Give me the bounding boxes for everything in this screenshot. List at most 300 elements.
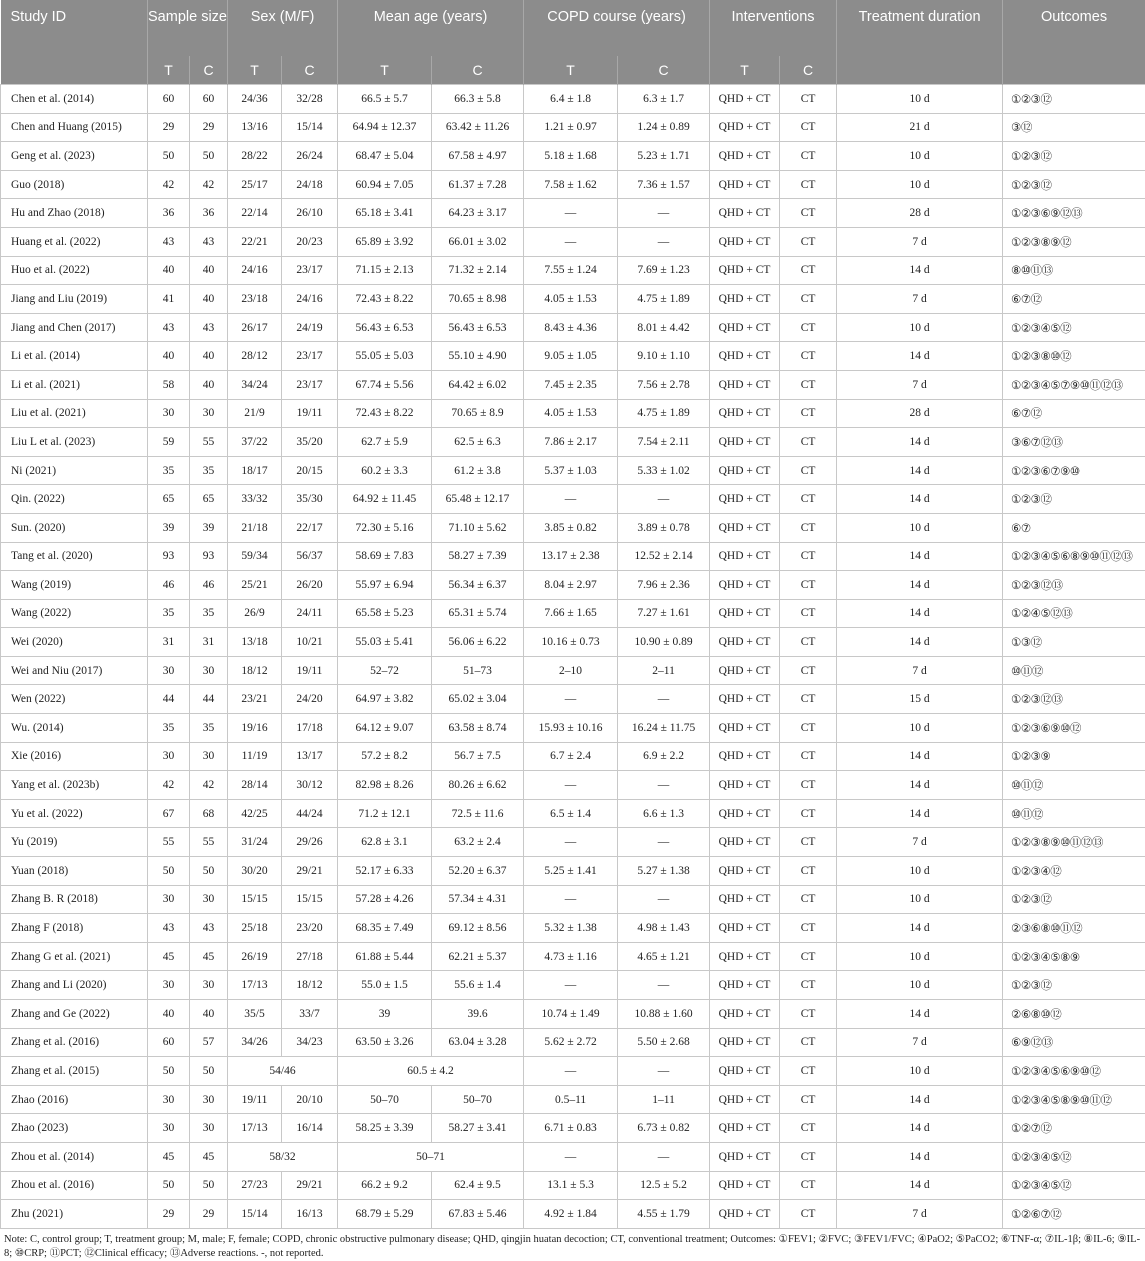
cell-sex-t: 18/17 (228, 456, 282, 485)
cell-intervention-c: CT (780, 771, 837, 800)
cell-intervention-t: QHD + CT (710, 971, 780, 1000)
cell-intervention-t: QHD + CT (710, 113, 780, 142)
cell-sex-c: 19/11 (282, 656, 338, 685)
cell-study-id: Zhang and Li (2020) (1, 971, 148, 1000)
cell-outcomes: ⑥⑨⑫⑬ (1003, 1028, 1145, 1057)
cell-intervention-t: QHD + CT (710, 399, 780, 428)
table-row (1, 771, 1145, 800)
header-outcomes: Outcomes (1003, 0, 1145, 56)
cell-sample-t: 43 (148, 914, 190, 943)
cell-course-c: — (618, 971, 710, 1000)
cell-age-t: 62.7 ± 5.9 (338, 428, 432, 457)
cell-age-t: 67.74 ± 5.56 (338, 370, 432, 399)
cell-age-c: 66.3 ± 5.8 (432, 85, 524, 114)
cell-sex-t: 26/17 (228, 313, 282, 342)
cell-intervention-c: CT (780, 857, 837, 886)
subheader-blank (1, 56, 148, 85)
cell-intervention-c: CT (780, 142, 837, 171)
cell-course-c: 1–11 (618, 1085, 710, 1114)
cell-sample-c: 68 (190, 799, 228, 828)
cell-sample-t: 29 (148, 113, 190, 142)
cell-age-c: 56.06 ± 6.22 (432, 628, 524, 657)
cell-intervention-t: QHD + CT (710, 571, 780, 600)
cell-course-t: — (524, 771, 618, 800)
cell-course-c: 9.10 ± 1.10 (618, 342, 710, 371)
cell-sample-c: 39 (190, 513, 228, 542)
cell-sex-t: 31/24 (228, 828, 282, 857)
cell-sex-c: 34/23 (282, 1028, 338, 1057)
cell-sample-t: 45 (148, 1142, 190, 1171)
cell-study-id: Jiang and Liu (2019) (1, 285, 148, 314)
cell-course-t: — (524, 1057, 618, 1086)
cell-outcomes: ⑩⑪⑫ (1003, 771, 1145, 800)
cell-outcomes: ⑥⑦⑫ (1003, 399, 1145, 428)
cell-duration: 14 d (837, 1000, 1003, 1029)
cell-sex-c: 23/17 (282, 342, 338, 371)
cell-sample-c: 50 (190, 142, 228, 171)
cell-sex-c: 26/24 (282, 142, 338, 171)
cell-age-t: 68.79 ± 5.29 (338, 1200, 432, 1229)
cell-sample-c: 31 (190, 628, 228, 657)
cell-sample-t: 30 (148, 1114, 190, 1143)
cell-course-c: 2–11 (618, 656, 710, 685)
cell-course-t: 8.04 ± 2.97 (524, 571, 618, 600)
cell-course-c: — (618, 199, 710, 228)
cell-outcomes: ①②③④⑤⑧⑨ (1003, 942, 1145, 971)
cell-course-c: 10.90 ± 0.89 (618, 628, 710, 657)
cell-study-id: Wei and Niu (2017) (1, 656, 148, 685)
cell-intervention-t: QHD + CT (710, 914, 780, 943)
cell-intervention-c: CT (780, 542, 837, 571)
cell-sample-t: 43 (148, 227, 190, 256)
cell-study-id: Yu et al. (2022) (1, 799, 148, 828)
cell-course-c: — (618, 828, 710, 857)
subheader-c: C (282, 56, 338, 85)
cell-course-t: 6.4 ± 1.8 (524, 85, 618, 114)
cell-intervention-t: QHD + CT (710, 828, 780, 857)
cell-duration: 10 d (837, 142, 1003, 171)
cell-outcomes: ⑩⑪⑫ (1003, 799, 1145, 828)
cell-sex-c: 24/18 (282, 170, 338, 199)
table-row (1, 142, 1145, 171)
cell-age-c: 80.26 ± 6.62 (432, 771, 524, 800)
cell-course-c: 12.52 ± 2.14 (618, 542, 710, 571)
cell-age-c: 72.5 ± 11.6 (432, 799, 524, 828)
cell-course-t: 7.66 ± 1.65 (524, 599, 618, 628)
cell-duration: 10 d (837, 313, 1003, 342)
cell-course-c: 7.56 ± 2.78 (618, 370, 710, 399)
cell-sex-t: 54/46 (228, 1057, 338, 1086)
cell-intervention-t: QHD + CT (710, 714, 780, 743)
subheader-c: C (618, 56, 710, 85)
cell-sex-t: 28/22 (228, 142, 282, 171)
cell-sex-t: 25/21 (228, 571, 282, 600)
cell-age-t: 71.2 ± 12.1 (338, 799, 432, 828)
table-row (1, 485, 1145, 514)
table-row (1, 285, 1145, 314)
cell-age-t: 39 (338, 1000, 432, 1029)
cell-study-id: Wen (2022) (1, 685, 148, 714)
cell-sample-t: 65 (148, 485, 190, 514)
cell-age-c: 71.32 ± 2.14 (432, 256, 524, 285)
cell-age-t: 52.17 ± 6.33 (338, 857, 432, 886)
cell-course-t: 3.85 ± 0.82 (524, 513, 618, 542)
cell-outcomes: ①②③⑨ (1003, 742, 1145, 771)
cell-intervention-c: CT (780, 85, 837, 114)
cell-sex-t: 28/12 (228, 342, 282, 371)
cell-course-t: 2–10 (524, 656, 618, 685)
cell-age-c: 62.5 ± 6.3 (432, 428, 524, 457)
cell-sample-c: 46 (190, 571, 228, 600)
cell-sex-c: 15/14 (282, 113, 338, 142)
cell-age-t: 56.43 ± 6.53 (338, 313, 432, 342)
cell-sex-c: 24/20 (282, 685, 338, 714)
cell-study-id: Zhang B. R (2018) (1, 885, 148, 914)
cell-duration: 10 d (837, 942, 1003, 971)
cell-outcomes: ①②③⑫⑬ (1003, 571, 1145, 600)
cell-sample-t: 29 (148, 1200, 190, 1229)
cell-sex-c: 23/17 (282, 256, 338, 285)
cell-sex-c: 29/21 (282, 1171, 338, 1200)
cell-age-c: 65.31 ± 5.74 (432, 599, 524, 628)
cell-intervention-t: QHD + CT (710, 685, 780, 714)
cell-age-c: 63.42 ± 11.26 (432, 113, 524, 142)
cell-sample-c: 36 (190, 199, 228, 228)
table-row (1, 1000, 1145, 1029)
cell-course-t: 15.93 ± 10.16 (524, 714, 618, 743)
cell-age-t: 68.35 ± 7.49 (338, 914, 432, 943)
cell-duration: 7 d (837, 1200, 1003, 1229)
cell-course-c: 5.33 ± 1.02 (618, 456, 710, 485)
cell-course-t: 10.16 ± 0.73 (524, 628, 618, 657)
cell-sex-t: 26/19 (228, 942, 282, 971)
cell-course-t: 5.32 ± 1.38 (524, 914, 618, 943)
cell-outcomes: ①②⑦⑫ (1003, 1114, 1145, 1143)
cell-sex-t: 26/9 (228, 599, 282, 628)
cell-age-t: 64.12 ± 9.07 (338, 714, 432, 743)
cell-sex-t: 11/19 (228, 742, 282, 771)
cell-age-c: 64.42 ± 6.02 (432, 370, 524, 399)
cell-course-c: 4.55 ± 1.79 (618, 1200, 710, 1229)
cell-study-id: Geng et al. (2023) (1, 142, 148, 171)
cell-sex-t: 17/13 (228, 971, 282, 1000)
cell-intervention-t: QHD + CT (710, 1057, 780, 1086)
cell-age-t: 65.58 ± 5.23 (338, 599, 432, 628)
cell-age-t: 57.28 ± 4.26 (338, 885, 432, 914)
cell-intervention-c: CT (780, 914, 837, 943)
table-row (1, 1142, 1145, 1171)
cell-sample-c: 65 (190, 485, 228, 514)
cell-sample-c: 35 (190, 714, 228, 743)
cell-course-t: — (524, 685, 618, 714)
cell-intervention-t: QHD + CT (710, 885, 780, 914)
table-row (1, 685, 1145, 714)
cell-study-id: Zhang G et al. (2021) (1, 942, 148, 971)
cell-sample-t: 35 (148, 456, 190, 485)
cell-intervention-c: CT (780, 113, 837, 142)
cell-age-t: 52–72 (338, 656, 432, 685)
cell-outcomes: ①②③④⑤⑫ (1003, 1142, 1145, 1171)
cell-intervention-t: QHD + CT (710, 370, 780, 399)
cell-sample-t: 42 (148, 170, 190, 199)
cell-sex-t: 58/32 (228, 1142, 338, 1171)
header-interventions: Interventions (710, 0, 837, 56)
cell-sample-t: 30 (148, 742, 190, 771)
cell-study-id: Liu et al. (2021) (1, 399, 148, 428)
cell-duration: 14 d (837, 628, 1003, 657)
cell-age-t: 55.97 ± 6.94 (338, 571, 432, 600)
cell-age-c: 70.65 ± 8.9 (432, 399, 524, 428)
cell-sex-t: 30/20 (228, 857, 282, 886)
cell-sex-c: 20/15 (282, 456, 338, 485)
cell-course-t: 7.55 ± 1.24 (524, 256, 618, 285)
cell-sample-c: 44 (190, 685, 228, 714)
cell-course-c: 7.69 ± 1.23 (618, 256, 710, 285)
cell-sex-c: 22/17 (282, 513, 338, 542)
cell-intervention-c: CT (780, 199, 837, 228)
cell-sex-t: 42/25 (228, 799, 282, 828)
cell-intervention-c: CT (780, 399, 837, 428)
cell-intervention-t: QHD + CT (710, 1028, 780, 1057)
cell-age-t: 55.05 ± 5.03 (338, 342, 432, 371)
cell-intervention-c: CT (780, 1142, 837, 1171)
cell-sample-c: 30 (190, 1085, 228, 1114)
cell-study-id: Ni (2021) (1, 456, 148, 485)
table-row (1, 1200, 1145, 1229)
cell-sample-c: 42 (190, 170, 228, 199)
cell-age-c: 50–70 (432, 1085, 524, 1114)
table-body (1, 85, 1145, 1229)
cell-outcomes: ①②③⑫ (1003, 885, 1145, 914)
cell-sex-c: 23/20 (282, 914, 338, 943)
cell-study-id: Wu. (2014) (1, 714, 148, 743)
cell-intervention-t: QHD + CT (710, 428, 780, 457)
cell-age-c: 56.34 ± 6.37 (432, 571, 524, 600)
cell-outcomes: ①②③⑫ (1003, 85, 1145, 114)
cell-intervention-t: QHD + CT (710, 1000, 780, 1029)
cell-age-t: 58.69 ± 7.83 (338, 542, 432, 571)
table-row (1, 1114, 1145, 1143)
cell-age-c: 56.7 ± 7.5 (432, 742, 524, 771)
cell-intervention-t: QHD + CT (710, 142, 780, 171)
table-row (1, 857, 1145, 886)
cell-sex-c: 24/19 (282, 313, 338, 342)
cell-age-c: 63.2 ± 2.4 (432, 828, 524, 857)
cell-intervention-c: CT (780, 285, 837, 314)
cell-intervention-c: CT (780, 256, 837, 285)
cell-course-c: — (618, 227, 710, 256)
cell-age-c: 64.23 ± 3.17 (432, 199, 524, 228)
cell-outcomes: ①②③⑧⑨⑩⑪⑫⑬ (1003, 828, 1145, 857)
cell-study-id: Zhou et al. (2014) (1, 1142, 148, 1171)
cell-sample-t: 60 (148, 1028, 190, 1057)
cell-sex-t: 19/16 (228, 714, 282, 743)
cell-sex-t: 13/16 (228, 113, 282, 142)
subheader-t: T (338, 56, 432, 85)
cell-duration: 10 d (837, 513, 1003, 542)
cell-sample-c: 50 (190, 1057, 228, 1086)
table-row (1, 113, 1145, 142)
cell-sex-c: 20/10 (282, 1085, 338, 1114)
cell-course-t: 13.1 ± 5.3 (524, 1171, 618, 1200)
cell-duration: 14 d (837, 542, 1003, 571)
cell-intervention-t: QHD + CT (710, 1085, 780, 1114)
cell-sex-t: 21/9 (228, 399, 282, 428)
cell-age-c: 58.27 ± 7.39 (432, 542, 524, 571)
cell-duration: 10 d (837, 857, 1003, 886)
cell-course-c: 4.65 ± 1.21 (618, 942, 710, 971)
cell-sex-t: 25/17 (228, 170, 282, 199)
cell-sample-t: 40 (148, 342, 190, 371)
cell-study-id: Zhang et al. (2015) (1, 1057, 148, 1086)
cell-course-t: 5.62 ± 2.72 (524, 1028, 618, 1057)
cell-sex-t: 23/21 (228, 685, 282, 714)
cell-duration: 10 d (837, 714, 1003, 743)
cell-sex-c: 24/16 (282, 285, 338, 314)
cell-intervention-c: CT (780, 313, 837, 342)
cell-study-id: Liu L et al. (2023) (1, 428, 148, 457)
cell-course-c: — (618, 485, 710, 514)
cell-age-c: 62.21 ± 5.37 (432, 942, 524, 971)
cell-intervention-t: QHD + CT (710, 742, 780, 771)
cell-intervention-t: QHD + CT (710, 1200, 780, 1229)
table-row (1, 399, 1145, 428)
cell-intervention-t: QHD + CT (710, 456, 780, 485)
cell-sample-c: 40 (190, 342, 228, 371)
cell-outcomes: ⑧⑩⑪⑬ (1003, 256, 1145, 285)
cell-duration: 14 d (837, 771, 1003, 800)
table-row (1, 742, 1145, 771)
cell-sample-t: 35 (148, 599, 190, 628)
header-study-id: Study ID (1, 0, 148, 56)
subheader-t: T (524, 56, 618, 85)
cell-study-id: Yang et al. (2023b) (1, 771, 148, 800)
cell-intervention-t: QHD + CT (710, 199, 780, 228)
cell-sample-t: 50 (148, 142, 190, 171)
cell-course-c: — (618, 885, 710, 914)
cell-course-c: 7.54 ± 2.11 (618, 428, 710, 457)
cell-sample-t: 58 (148, 370, 190, 399)
cell-study-id: Guo (2018) (1, 170, 148, 199)
subheader-blank (837, 56, 1003, 85)
cell-sample-t: 30 (148, 971, 190, 1000)
cell-sample-c: 45 (190, 942, 228, 971)
cell-intervention-c: CT (780, 1028, 837, 1057)
cell-intervention-c: CT (780, 170, 837, 199)
cell-study-id: Huo et al. (2022) (1, 256, 148, 285)
cell-study-id: Yu (2019) (1, 828, 148, 857)
cell-duration: 7 d (837, 656, 1003, 685)
cell-intervention-t: QHD + CT (710, 170, 780, 199)
cell-intervention-c: CT (780, 1200, 837, 1229)
cell-age-t: 60.94 ± 7.05 (338, 170, 432, 199)
cell-sex-t: 23/18 (228, 285, 282, 314)
cell-sample-c: 43 (190, 227, 228, 256)
cell-outcomes: ⑩⑪⑫ (1003, 656, 1145, 685)
subheader-row (1, 56, 1145, 85)
header-sex: Sex (M/F) (228, 0, 338, 56)
table-row (1, 1085, 1145, 1114)
header-copd-course: COPD course (years) (524, 0, 710, 56)
cell-duration: 14 d (837, 571, 1003, 600)
cell-age-t: 68.47 ± 5.04 (338, 142, 432, 171)
cell-intervention-c: CT (780, 513, 837, 542)
table-row (1, 799, 1145, 828)
table-row (1, 914, 1145, 943)
cell-intervention-t: QHD + CT (710, 313, 780, 342)
cell-duration: 14 d (837, 1114, 1003, 1143)
cell-sex-c: 32/28 (282, 85, 338, 114)
cell-intervention-c: CT (780, 571, 837, 600)
cell-intervention-c: CT (780, 971, 837, 1000)
cell-sex-t: 28/14 (228, 771, 282, 800)
cell-study-id: Xie (2016) (1, 742, 148, 771)
cell-duration: 10 d (837, 85, 1003, 114)
table-row (1, 885, 1145, 914)
cell-duration: 14 d (837, 342, 1003, 371)
cell-duration: 14 d (837, 428, 1003, 457)
cell-sample-t: 59 (148, 428, 190, 457)
cell-course-c: 8.01 ± 4.42 (618, 313, 710, 342)
cell-study-id: Wei (2020) (1, 628, 148, 657)
cell-intervention-t: QHD + CT (710, 942, 780, 971)
cell-course-t: — (524, 1142, 618, 1171)
cell-course-c: 16.24 ± 11.75 (618, 714, 710, 743)
cell-sample-c: 30 (190, 885, 228, 914)
header-row (1, 0, 1145, 56)
table-row (1, 599, 1145, 628)
table-row (1, 628, 1145, 657)
cell-sample-c: 50 (190, 857, 228, 886)
cell-course-c: 6.73 ± 0.82 (618, 1114, 710, 1143)
cell-sample-c: 35 (190, 599, 228, 628)
cell-sex-t: 33/32 (228, 485, 282, 514)
cell-course-t: 10.74 ± 1.49 (524, 1000, 618, 1029)
cell-age-c: 61.37 ± 7.28 (432, 170, 524, 199)
header-mean-age: Mean age (years) (338, 0, 524, 56)
cell-sex-t: 24/36 (228, 85, 282, 114)
cell-duration: 14 d (837, 599, 1003, 628)
table-row (1, 170, 1145, 199)
cell-sample-t: 39 (148, 513, 190, 542)
cell-course-t: 1.21 ± 0.97 (524, 113, 618, 142)
cell-course-t: 6.7 ± 2.4 (524, 742, 618, 771)
cell-age-t: 55.03 ± 5.41 (338, 628, 432, 657)
cell-duration: 7 d (837, 370, 1003, 399)
cell-sample-c: 50 (190, 1171, 228, 1200)
table-row (1, 85, 1145, 114)
cell-sample-c: 43 (190, 313, 228, 342)
cell-duration: 14 d (837, 1171, 1003, 1200)
cell-sample-c: 29 (190, 113, 228, 142)
cell-intervention-t: QHD + CT (710, 1114, 780, 1143)
cell-sex-c: 15/15 (282, 885, 338, 914)
cell-course-t: 6.5 ± 1.4 (524, 799, 618, 828)
cell-age-c: 70.65 ± 8.98 (432, 285, 524, 314)
cell-sample-t: 40 (148, 256, 190, 285)
cell-intervention-c: CT (780, 227, 837, 256)
cell-duration: 10 d (837, 170, 1003, 199)
cell-study-id: Huang et al. (2022) (1, 227, 148, 256)
cell-outcomes: ①②③④⑤⑥⑨⑩⑫ (1003, 1057, 1145, 1086)
cell-sample-c: 93 (190, 542, 228, 571)
table-row (1, 942, 1145, 971)
cell-duration: 7 d (837, 1028, 1003, 1057)
cell-duration: 14 d (837, 914, 1003, 943)
cell-course-t: 5.18 ± 1.68 (524, 142, 618, 171)
cell-outcomes: ③⑥⑦⑫⑬ (1003, 428, 1145, 457)
cell-sample-c: 43 (190, 914, 228, 943)
